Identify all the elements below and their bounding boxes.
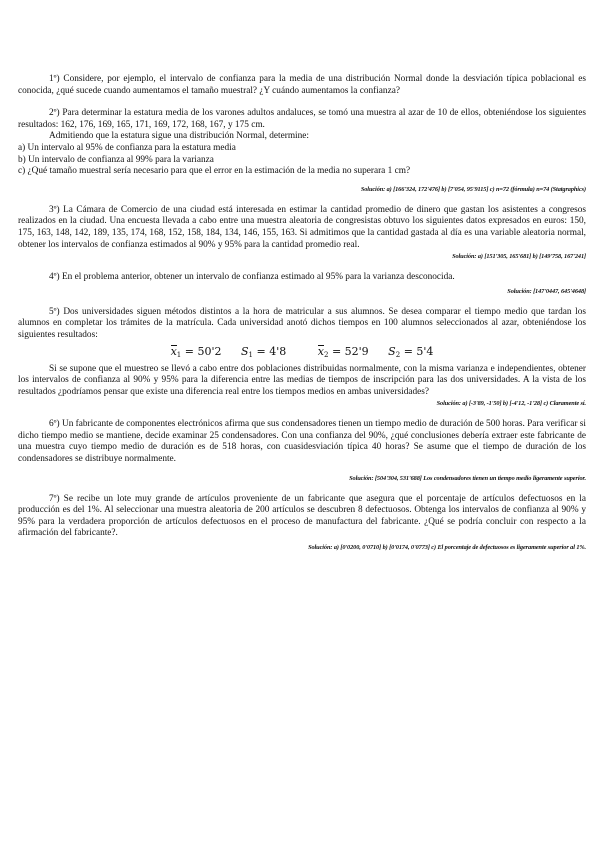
sd-2: $S_2 = 5'4$ <box>388 344 434 359</box>
problem-text: Se recibe un lote muy grande de artículos proveniente de un fabricante que asegura que el porcentaje de artículos defectuosos en la producción es del 1%. Al seleccionar una muestra aleatoria de 200 artículos se descubren 8 defectuosos. Obtenga los intervalos de confianza al 90% y 95% para la verdadera proporción de artículos defectuosos en el proceso de manufactura del fabricante. ¿Qué se podría concluir con respecto a la afirmación del fabricante?. <box>18 493 587 539</box>
problem-text: Para determinar la estatura media de los varones adultos andaluces, se tomó una muestra al azar de 10 de ellos, obteniéndose los siguientes resultados: 162, 176, 169, 165, 171, 169, 172, 168, 167, y 175 cm. <box>18 108 587 130</box>
problem-1 <box>18 74 586 97</box>
solution-text: Solución: a) [-3'89, -1'50] b) [-4'12, -1'28] c) Claramente sí. <box>436 400 586 408</box>
problem-part-a: a) Un intervalo al 95% de confianza para la estatura media <box>18 142 236 153</box>
mean-1: $x_1 = 50'2$ <box>170 344 222 359</box>
sample-statistics-formula <box>18 344 586 363</box>
problem-7 <box>18 494 586 552</box>
problem-part-b: b) Un intervalo de confianza al 99% para la varianza <box>18 154 214 165</box>
problem-part-c: c) ¿Qué tamaño muestral sería necesario para que el error en la estimación de la media no superara 1 cm? <box>18 166 411 177</box>
problem-text: Considere, por ejemplo, el intervalo de confianza para la media de una distribución Normal donde la desviación típica poblacional es conocida, ¿qué sucede cuando aumentamos el tamaño muestral? ¿Y cuándo aumentamos la confianza? <box>18 74 586 96</box>
solution-text: Solución: a) [166'324, 172'476] b) [7'054, 95'9115] c) n=72 (fórmula) n=74 (Statgraphics) <box>360 185 586 193</box>
problem-number: 7º) <box>49 493 60 504</box>
problem-text-continued: Si se supone que el muestreo se llevó a cabo entre dos poblaciones distribuidas normalmente, con la misma varianza e independientes, obtener los intervalos de confianza al 90% y 95% para la diferencia entre las medias de tiempos de inscripción para las dos universidades. A la vista de los resultados ¿podríamos pensar que existe una diferencia real entre los tiempos medios en ambas universidades? <box>18 363 586 397</box>
problem-number: 3º) <box>49 204 60 215</box>
solution-text: Solución: a) [151'305, 165'681] b) [149'758, 167'241] <box>452 253 586 261</box>
problem-number: 4º) <box>49 272 60 283</box>
problem-number: 5º) <box>49 306 60 317</box>
problem-text: Dos universidades siguen métodos distintos a la hora de matricular a sus alumnos. Se desea comparar el tiempo medio que tardan los alumnos en completar los trámites de la matrícula. Cada universidad anotó dichos tiempos en 100 alumnos seleccionados al azar, obteniéndose los siguientes resultados: <box>18 306 587 340</box>
problem-4 <box>18 272 586 296</box>
problem-text: En el problema anterior, obtener un intervalo de confianza estimado al 95% para la varianza desconocida. <box>61 272 455 283</box>
problem-text: Un fabricante de componentes electrónicos afirma que sus condensadores tienen un tiempo medio de duración de 500 horas. Para verificar si dicho tiempo medio se mantiene, decide examinar 25 condensadores. Con una confianza del 90%, ¿qué conclusiones debería extraer este fabricante de una muestra cuyo tiempo medio de duración es de 518 horas, con cuasidesviación típica 40 horas? Se asume que el tiempo de duración de los condensadores se distribuye normalmente. <box>18 419 586 465</box>
mean-2: $x_2 = 52'9$ <box>317 344 369 359</box>
solution-text: Solución: [504'304, 531'688] Los condensadores tienen un tiempo medio ligeramente superior. <box>349 474 586 482</box>
problem-2 <box>18 108 586 194</box>
problem-number: 1º) <box>49 74 60 84</box>
sd-1: $S_1 = 4'8$ <box>241 344 287 359</box>
solution-text: Solución: [147'0447, 645'4648] <box>507 287 586 295</box>
problem-number: 6º) <box>49 419 60 430</box>
problem-list <box>18 74 586 552</box>
problem-number: 2º) <box>49 108 60 119</box>
problem-text: La Cámara de Comercio de una ciudad está interesada en estimar la cantidad promedio de dinero que gastan los asistentes a congresos realizados en la ciudad. Una encuesta llevada a cabo entre una muestra aleatoria de congresistas obtuvo los siguientes datos expresados en euros: 150, 175, 163, 148, 142, 189, 135, 174, 168, 152, 158, 184, 134, 146, 155, 163. Si admitimos que la cantidad gastada al día es una variable aleatoria normal, obtener los intervalos de confianza estimados al 90% y 95% para la cantidad promedio real. <box>18 204 587 250</box>
solution-text: Solución: a) [0'0200, 0'0710] b) [0'0174, 0'0773] c) El porcentaje de defectuosos es ligeramente superior al 1%. <box>308 544 586 552</box>
problem-5 <box>18 307 586 409</box>
problem-intro: Admitiendo que la estatura sigue una distribución Normal, determine: <box>49 131 309 142</box>
problem-6 <box>18 419 586 482</box>
problem-3 <box>18 205 586 261</box>
